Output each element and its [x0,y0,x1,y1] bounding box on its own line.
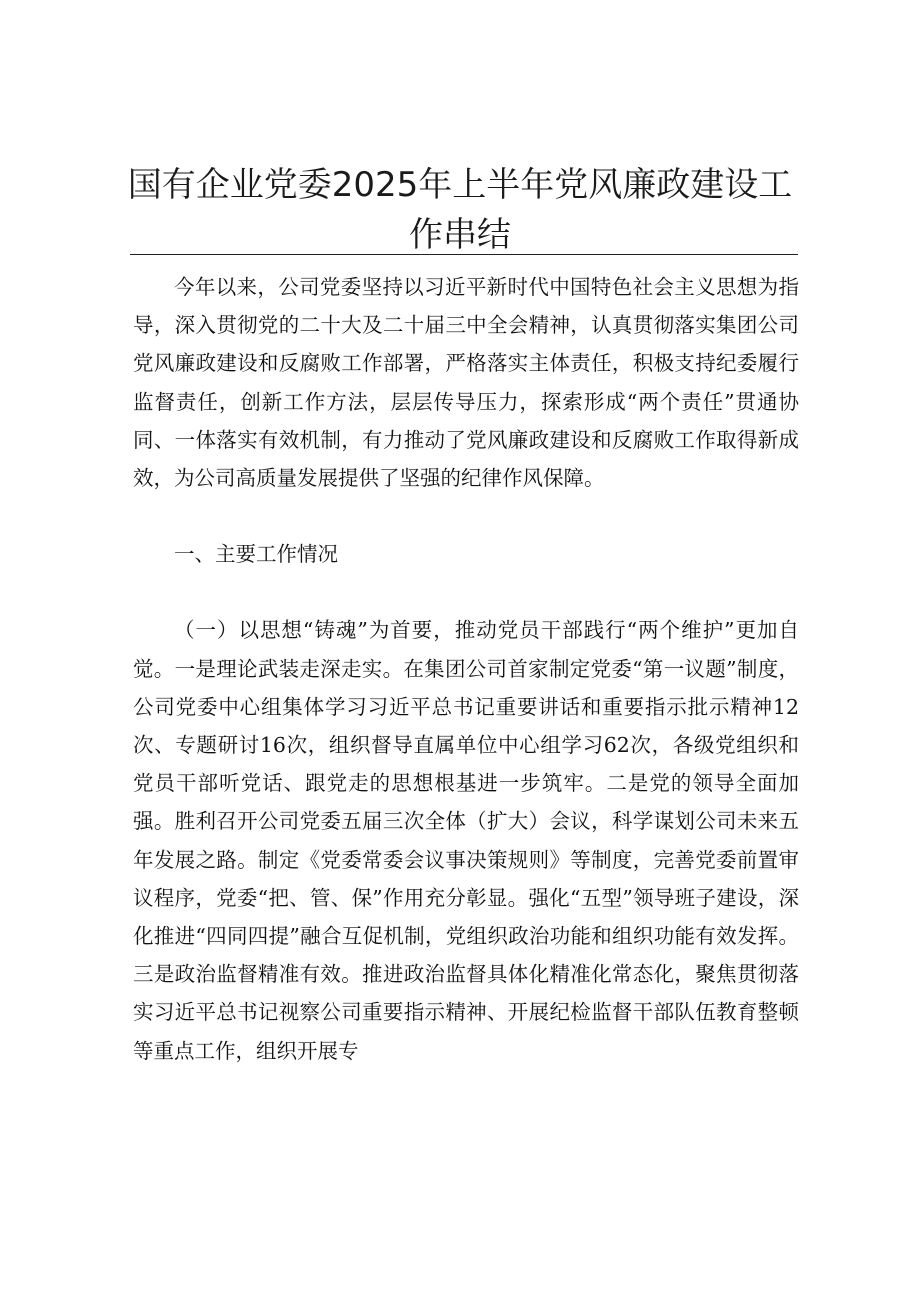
document-title: 国有企业党委2025年上半年党风廉政建设工作串结 [127,165,793,255]
intro-paragraph: 今年以来，公司党委坚持以习近平新时代中国特色社会主义思想为指导，深入贯彻党的二十大及二十届三中全会精神，认真贯彻落实集团公司党风廉政建设和反腐败工作部署，严格落实主体责任，积极支持纪委履行监督责任，创新工作方法，层层传导压力，探索形成“两个责任”贯通协同、一体落实有效机制，有力推动了党风廉政建设和反腐败工作取得新成效，为公司高质量发展提供了坚强的纪律作风保障。 [133,275,799,491]
title-underline [130,254,798,255]
document-body [133,268,799,1070]
subsection-paragraph: （一）以思想“铸魂”为首要，推动党员干部践行“两个维护”更加自觉。一是理论武装走深走实。在集团公司首家制定党委“第一议题”制度，公司党委中心组集体学习习近平总书记重要讲话和重要指示批示精神12次、专题研讨16次，组织督导直属单位中心组学习62次，各级党组织和党员干部听党话、跟党走的思想根基进一步筑牢。二是党的领导全面加强。胜利召开公司党委五届三次全体（扩大）会议，科学谋划公司未来五年发展之路。制定《党委常委会议事决策规则》等制度，完善党委前置审议程序，党委“把、管、保”作用充分彰显。强化“五型”领导班子建设，深化推进“四同四提”融合互促机制，党组织政治功能和组织功能有效发挥。三是政治监督精准有效。推进政治监督具体化精准化常态化，聚焦贯彻落实习近平总书记视察公司重要指示精神、开展纪检监督干部队伍教育整顿等重点工作，组织开展专 [133,618,799,1063]
paragraph-spacer [133,497,799,535]
section-heading: 一、主要工作情况 [174,542,338,567]
paragraph-spacer [133,573,799,611]
